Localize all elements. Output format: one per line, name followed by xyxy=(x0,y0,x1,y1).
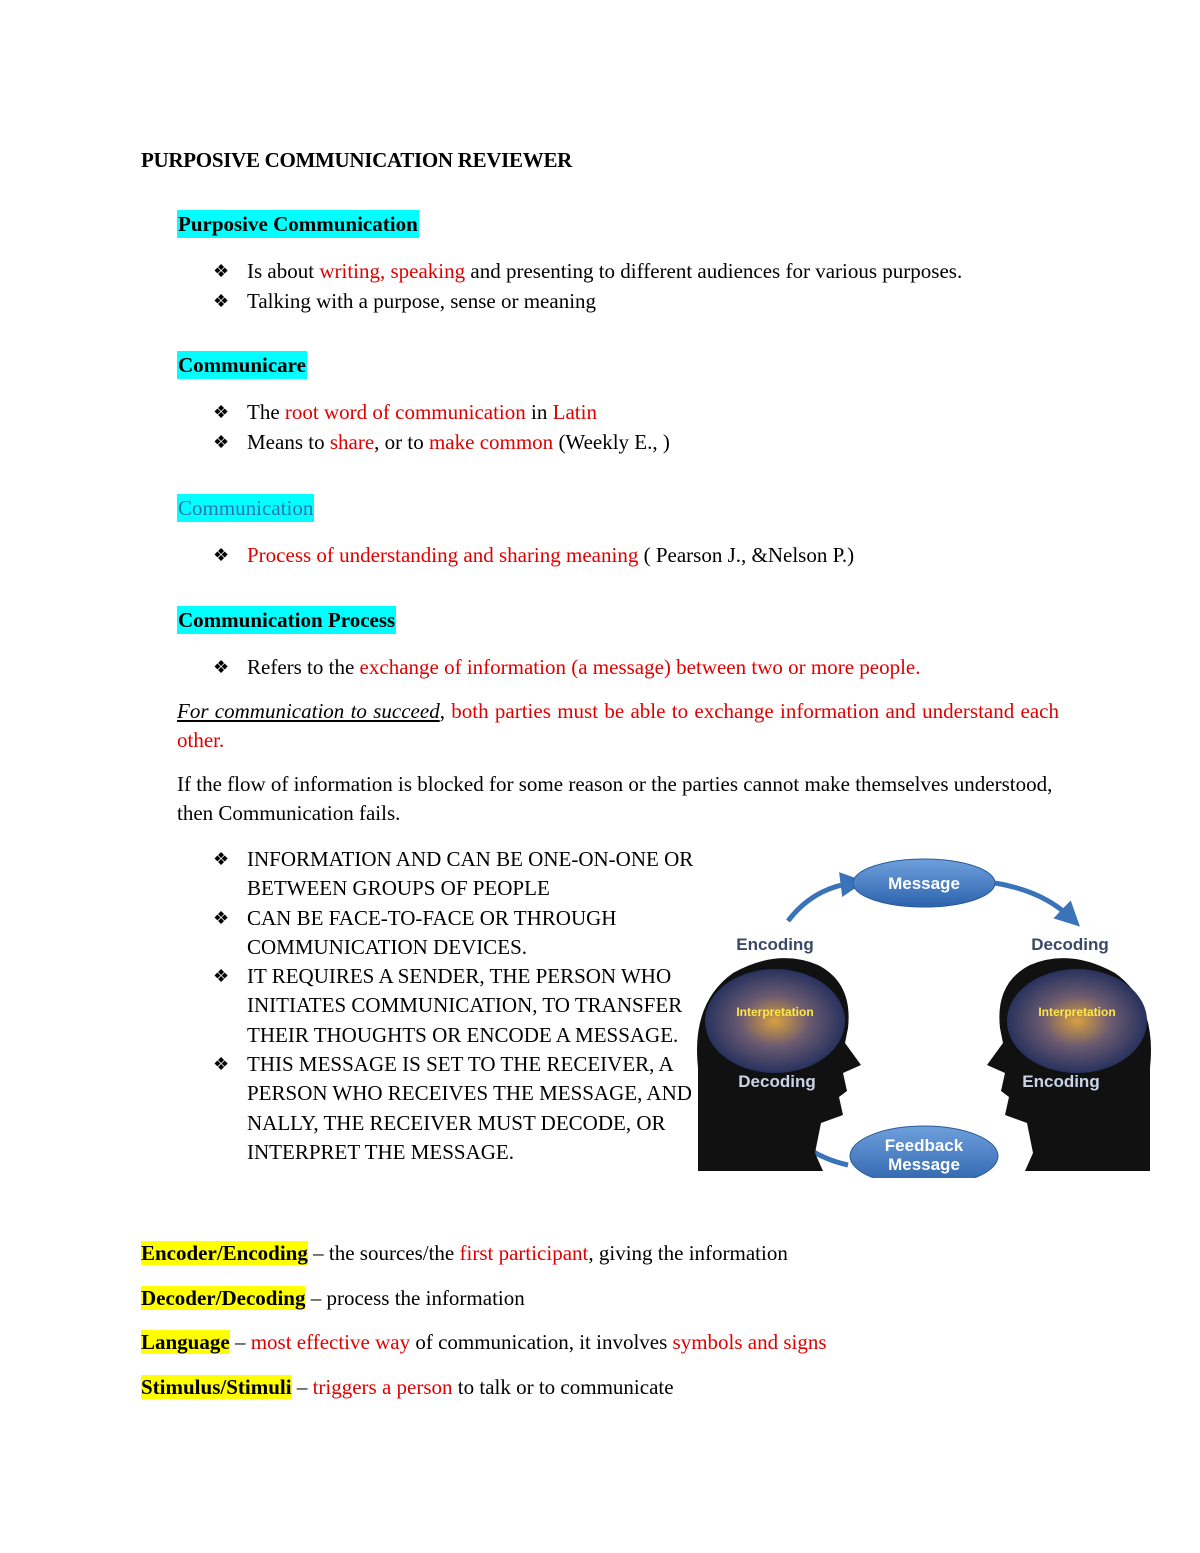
diamond-bullet-icon: ❖ xyxy=(213,402,230,422)
interpretation-label-right: Interpretation xyxy=(1038,1005,1116,1019)
decoding-label-right: Decoding xyxy=(1031,935,1109,954)
left-head-silhouette xyxy=(697,958,861,1171)
list-item: ❖ Is about writing, speaking and presenting to different audiences for various purposes. xyxy=(213,256,1077,286)
paragraph-success: For communication to succeed, both parties must be able to exchange information and understand each other. xyxy=(177,699,1059,752)
definition-encoder: Encoder/Encoding – the sources/the first participant, giving the information xyxy=(141,1241,788,1265)
section-heading: Communication Process xyxy=(178,608,396,632)
list-item: ❖ IT REQUIRES A SENDER, THE PERSON WHO INITIATES COMMUNICATION, TO TRANSFER THEIR THOUGHTS OR ENCODE A MESSAGE. xyxy=(213,964,683,1047)
definition-language: Language – most effective way of communication, it involves symbols and signs xyxy=(141,1330,827,1354)
section-heading: Communicare xyxy=(178,353,306,377)
interpretation-label-left: Interpretation xyxy=(736,1005,814,1019)
diamond-bullet-icon: ❖ xyxy=(213,849,230,869)
list-item: ❖ INFORMATION AND CAN BE ONE-ON-ONE OR BETWEEN GROUPS OF PEOPLE xyxy=(213,847,694,901)
list-item: ❖ Process of understanding and sharing meaning ( Pearson J., &Nelson P.) xyxy=(213,540,1077,570)
list-item: ❖ The root word of communication in Latin xyxy=(213,397,1077,427)
encoding-label-right: Encoding xyxy=(1022,1072,1100,1091)
list-item: ❖ Refers to the exchange of information (a message) between two or more people. xyxy=(213,652,1077,682)
definition-decoder: Decoder/Decoding – process the information xyxy=(141,1286,525,1310)
list-item: ❖ CAN BE FACE-TO-FACE OR THROUGH COMMUNICATION DEVICES. xyxy=(213,905,617,959)
section-communication-process xyxy=(177,606,1077,682)
diamond-bullet-icon: ❖ xyxy=(213,545,230,565)
definition-stimulus: Stimulus/Stimuli – triggers a person to talk or to communicate xyxy=(141,1375,674,1399)
list-item: ❖ Means to share, or to make common (Weekly E., ) xyxy=(213,427,1077,457)
feedback-message-pill xyxy=(850,1126,998,1178)
section-communicare xyxy=(177,351,1077,457)
diamond-bullet-icon: ❖ xyxy=(213,261,230,281)
paragraph-failure: If the flow of information is blocked for some reason or the parties cannot make themselves understood, then Communication fails. xyxy=(177,772,1053,825)
section-communication xyxy=(177,494,1077,570)
message-pill xyxy=(853,859,995,907)
list-item: ❖ THIS MESSAGE IS SET TO THE RECEIVER, A PERSON WHO RECEIVES THE MESSAGE, AND NALLY, THE RECEIVER MUST DECODE, OR INTERPRET THE MESSAGE. xyxy=(213,1052,692,1164)
feedback-label: Feedback xyxy=(884,1136,964,1155)
section-heading: Communication xyxy=(178,496,314,520)
diamond-bullet-icon: ❖ xyxy=(213,1054,230,1075)
section-purposive-communication xyxy=(177,210,1077,316)
diamond-bullet-icon: ❖ xyxy=(213,291,230,311)
section-heading: Purposive Communication xyxy=(178,212,418,236)
message-label: Message xyxy=(888,874,960,893)
uppercase-list xyxy=(213,845,713,1167)
arrow-message-to-decoding xyxy=(995,883,1071,918)
feedback-message-label: Message xyxy=(888,1155,960,1174)
list-item: ❖ Talking with a purpose, sense or meaning xyxy=(213,286,1077,316)
diamond-bullet-icon: ❖ xyxy=(213,657,230,677)
arrow-encoding-to-message xyxy=(788,883,853,921)
diamond-bullet-icon: ❖ xyxy=(213,966,230,987)
diamond-bullet-icon: ❖ xyxy=(213,907,230,928)
document-title: PURPOSIVE COMMUNICATION REVIEWER xyxy=(141,148,573,172)
communication-cycle-diagram xyxy=(693,853,1155,1178)
right-head-silhouette xyxy=(987,958,1151,1171)
diamond-bullet-icon: ❖ xyxy=(213,432,230,452)
decoding-label-left: Decoding xyxy=(738,1072,816,1091)
encoding-label-left: Encoding xyxy=(736,935,814,954)
